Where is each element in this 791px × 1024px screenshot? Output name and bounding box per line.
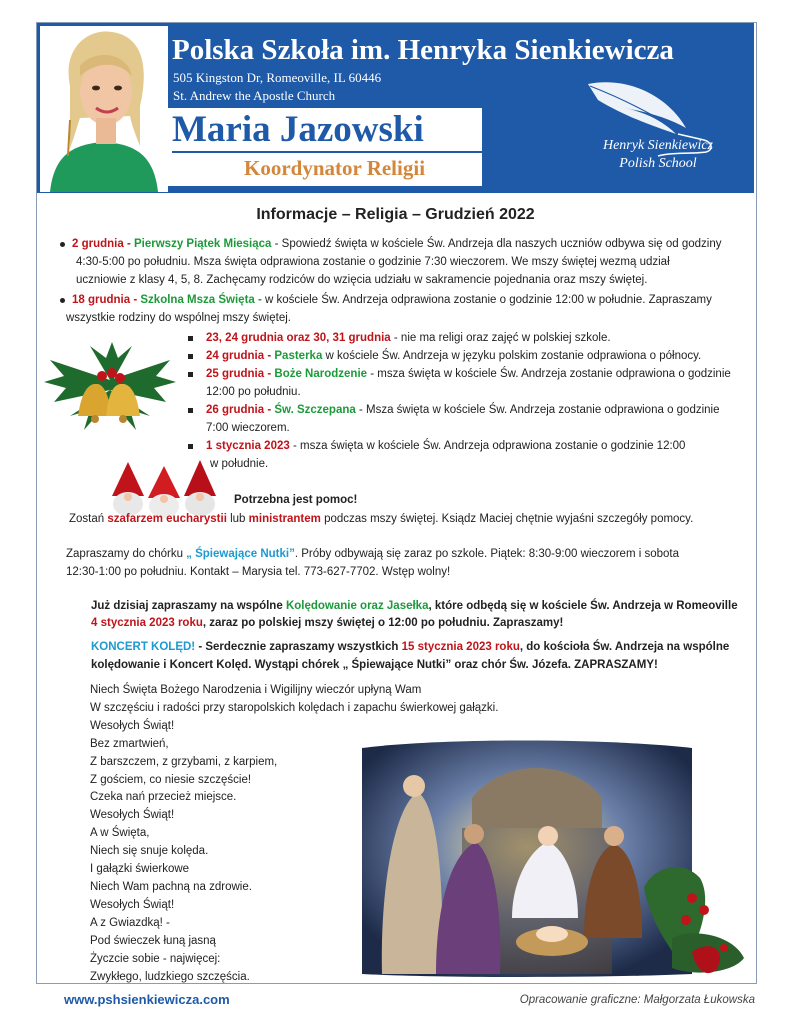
bullet-icon <box>60 242 65 247</box>
sub-item-4: 26 grudnia - Św. Szczepana - Msza święta w kościele Św. Andrzeja zostanie odprawiona o godzinie <box>206 404 720 416</box>
sub-item-2: 24 grudnia - Pasterka w kościele Św. Andrzeja w języku polskim zostanie odprawiona o północy. <box>206 350 702 362</box>
square-bullet-icon <box>188 444 193 449</box>
poem-line: A z Gwiazdką! - <box>90 916 170 929</box>
coordinator-photo <box>40 26 168 192</box>
sub-item-3-cont: 12:00 po południu. <box>206 386 301 398</box>
poem-line: Czeka nań przecież miejsce. <box>90 791 237 804</box>
poem-line: Wesołych Świąt! <box>90 898 175 911</box>
footer-credit: Opracowanie graficzne: Małgorzata Łukowska <box>519 994 755 1006</box>
sub-item-3: 25 grudnia - Boże Narodzenie - msza święta w kościele Św. Andrzeja zostanie odprawiona o godzinie <box>206 368 731 380</box>
poem-line: Wesołych Świąt! <box>90 809 175 822</box>
name-underline <box>172 151 482 155</box>
newsletter-title: Informacje – Religia – Grudzień 2022 <box>256 206 535 223</box>
carol-line1: Już dzisiaj zapraszamy na wspólne Kolędowanie oraz Jasełka, które odbędą się w kościele Św. Andrzeja w Romeoville <box>91 600 738 612</box>
poem-line: Pod świeczek łuną jasną <box>90 934 216 947</box>
poem-line: Wesołych Świąt! <box>90 719 175 732</box>
christmas-bells-image <box>40 340 180 440</box>
coordinator-name: Maria Jazowski <box>172 109 424 150</box>
school-address: 505 Kingston Dr, Romeoville, IL 60446 <box>173 70 382 85</box>
help-heading: Potrzebna jest pomoc! <box>234 494 358 506</box>
logo-text-line2: Polish School <box>619 156 697 171</box>
square-bullet-icon <box>188 372 193 377</box>
poem-line: I gałązki świerkowe <box>90 863 190 876</box>
coordinator-role: Koordynator Religii <box>244 156 426 180</box>
item1-line3: uczniowie z klasy 4, 5, 8. Zachęcamy rodziców do wzięcia udziału w sakramencie pojednania oraz mszy świętej. <box>76 274 648 286</box>
church-name: St. Andrew the Apostle Church <box>173 88 336 103</box>
concert-line2: kolędowanie i Koncert Kolęd. Wystąpi chórek „ Śpiewające Nutki” oraz chór Św. Józefa. ZAPRASZAMY! <box>91 659 658 671</box>
sub-item-1: 23, 24 grudnia oraz 30, 31 grudnia - nie ma religi oraz zajęć w polskiej szkole. <box>206 332 611 344</box>
help-text: Zostań szafarzem eucharystii lub ministrantem podczas mszy świętej. Ksiądz Maciej chętnie wyjaśni szczegóły pomocy. <box>69 513 694 525</box>
poem-line: Niech Święta Bożego Narodzenia i Wigilijny wieczór upłyną Wam <box>90 684 422 696</box>
poem-line: Życzcie sobie - najwięcej: <box>90 952 221 965</box>
square-bullet-icon <box>188 408 193 413</box>
choir-line2: 12:30-1:00 po południu. Kontakt – Marysia tel. 773-627-7702. Wstęp wolny! <box>66 566 451 578</box>
square-bullet-icon <box>188 354 193 359</box>
carol-line2: 4 stycznia 2023 roku, zaraz po polskiej mszy świętej o 12:00 po południu. Zapraszamy! <box>91 617 564 629</box>
sub-item-5-cont: w południe. <box>210 458 269 470</box>
poem-line: Niech Wam pachną na zdrowie. <box>90 880 252 893</box>
bullet-icon <box>60 298 65 303</box>
school-name: Polska Szkoła im. Henryka Sienkiewicza <box>172 34 674 66</box>
footer-website-link[interactable]: www.pshsienkiewicza.com <box>64 992 230 1007</box>
logo-text-line1: Henryk Sienkiewicz <box>602 138 713 153</box>
nativity-scene-image <box>352 738 750 978</box>
sub-item-4-cont: 7:00 wieczorem. <box>206 422 290 434</box>
poem-line: W szczęściu i radości przy staropolskich kolędach i zapachu świerkowej gałązki. <box>90 701 499 714</box>
item1-line2: 4:30-5:00 po południu. Msza święta odprawiona zostanie o godzinie 7:30 wieczorem. We mszy świętej wezmą udział <box>76 256 670 268</box>
choir-line1: Zapraszamy do chórku „ Śpiewające Nutki”. Próby odbywają się zaraz po szkole. Piątek: 8:30-9:00 wieczorem i sobota <box>66 548 679 560</box>
poem-line: Niech się snuje kolęda. <box>90 845 209 858</box>
item2-line2: wszystkie rodziny do wspólnej mszy świętej. <box>66 312 291 324</box>
item2-line1: 18 grudnia - Szkolna Msza Święta - w kościele Św. Andrzeja odprawiona zostanie o godzinie 12:00 w południe. Zapraszamy <box>72 294 712 306</box>
poem-line: A w Święta, <box>90 827 150 840</box>
poem-line: Zwykłego, ludzkiego szczęścia. <box>90 970 250 983</box>
poem-line: Bez zmartwień, <box>90 737 169 750</box>
square-bullet-icon <box>188 336 193 341</box>
poem-line: Z barszczem, z grzybami, z karpiem, <box>90 755 278 768</box>
poem-line: Z gościem, co niesie szczęście! <box>90 773 252 786</box>
concert-line1: KONCERT KOLĘD! - Serdecznie zapraszamy wszystkich 15 stycznia 2023 roku, do kościoła Św. Andrzeja na wspólne <box>91 641 730 653</box>
item1-line1: 2 grudnia - Pierwszy Piątek Miesiąca - Spowiedź święta w kościele Św. Andrzeja dla naszych uczniów odbywa się od godziny <box>72 238 722 250</box>
sub-item-5: 1 stycznia 2023 - msza święta w kościele Św. Andrzeja odprawiona zostanie o godzinie 12:00 <box>206 440 686 452</box>
